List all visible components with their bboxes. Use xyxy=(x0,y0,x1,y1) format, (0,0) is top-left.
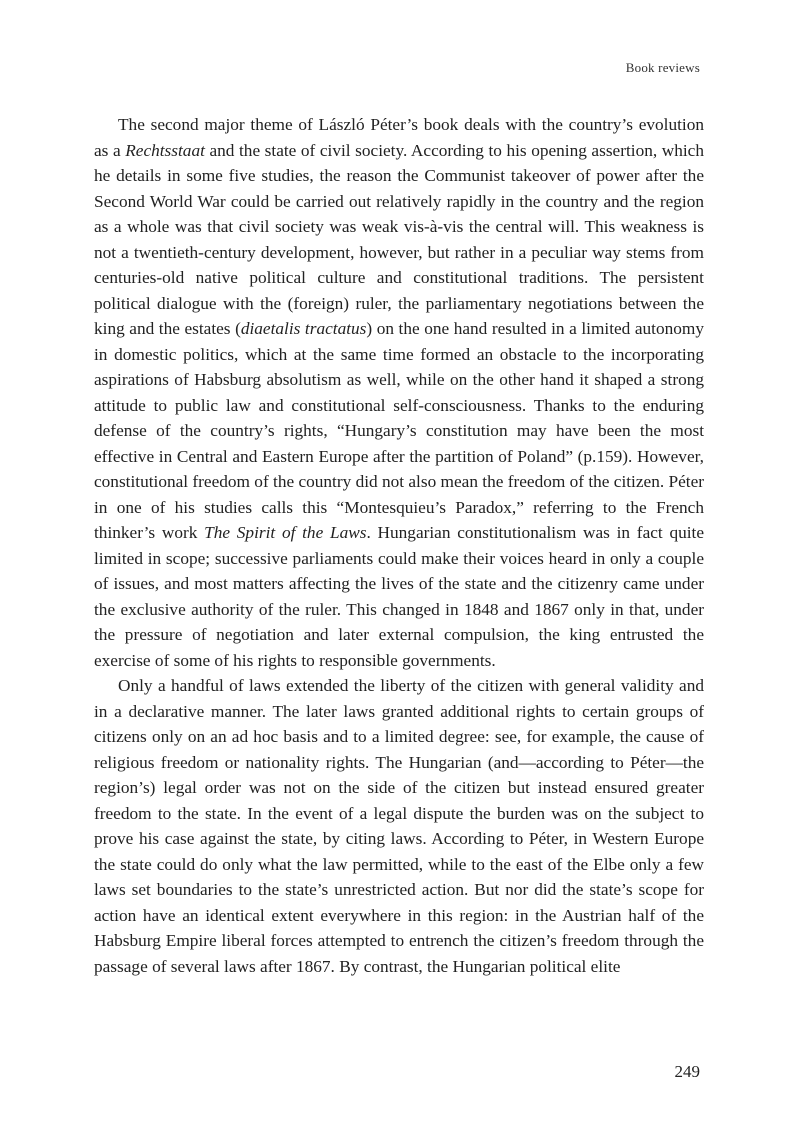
text-run: The second major theme of László Péter’s book deals with the country’s evolution as a xyxy=(94,115,704,160)
paragraph-1 xyxy=(94,112,704,673)
text-run: Only a handful of laws extended the liberty of the citizen with general validity and in a declarative manner. The later laws granted additional rights to certain groups of citizens only on an ad hoc basis and to a limited degree: see, for example, the cause of religious freedom or nationality rights. The Hungarian (and—according to Péter—the region’s) legal order was not on the side of the citizen but instead ensured greater freedom to the state. In the event of a legal dispute the burden was on the subject to prove his case against the state, by citing laws. According to Péter, in Western Europe the state could do only what the law permitted, while to the east of the Elbe only a few laws set boundaries to the state’s unrestricted action. But nor did the state’s scope for action have an identical extent everywhere in this region: in the Austrian half of the Habsburg Empire liberal forces attempted to entrench the citizen’s freedom through the passage of several laws after 1867. By contrast, the Hungarian political elite xyxy=(94,676,704,976)
body-text xyxy=(94,112,704,979)
text-run: ) on the one hand resulted in a limited autonomy in domestic politics, which at the same time formed an obstacle to the incorporating aspirations of Habsburg absolutism as well, while on the other hand it shaped a strong attitude to public law and constitutional self-consciousness. Thanks to the enduring defense of the country’s rights, “Hungary’s constitution may have been the most effective in Central and Eastern Europe after the partition of Poland” (p.159). However, constitutional freedom of the country did not also mean the freedom of the citizen. Péter in one of his studies calls this “Montesquieu’s Paradox,” referring to the French thinker’s work xyxy=(94,319,704,542)
page-number: 249 xyxy=(674,1062,700,1081)
running-head: Book reviews xyxy=(625,60,700,75)
italic-term-diaetalis-tractatus: diaetalis tractatus xyxy=(240,319,367,338)
text-run: . Hungarian constitutionalism was in fact quite limited in scope; successive parliaments could make their voices heard in only a couple of issues, and most matters affecting the lives of the state and the citizenry came under the exclusive authority of the ruler. This changed in 1848 and 1867 only in that, under the pressure of negotiation and later external compulsion, the king entrusted the exercise of some of his rights to responsible governments. xyxy=(94,523,705,670)
italic-title-spirit-of-laws: The Spirit of the Laws xyxy=(204,523,367,542)
text-run: and the state of civil society. According to his opening assertion, which he details in some five studies, the reason the Communist takeover of power after the Second World War could be carried out relatively rapidly in the country and the region as a whole was that civil society was weak vis-à-vis the central will. This weakness is not a twentieth-century development, however, but rather in a peculiar way stems from centuries-old native political culture and constitutional traditions. The persistent political dialogue with the (foreign) ruler, the parliamentary negotiations between the king and the estates ( xyxy=(94,140,704,338)
italic-title-rechtsstaat: Rechtsstaat xyxy=(125,140,205,160)
paragraph-2 xyxy=(94,673,704,979)
